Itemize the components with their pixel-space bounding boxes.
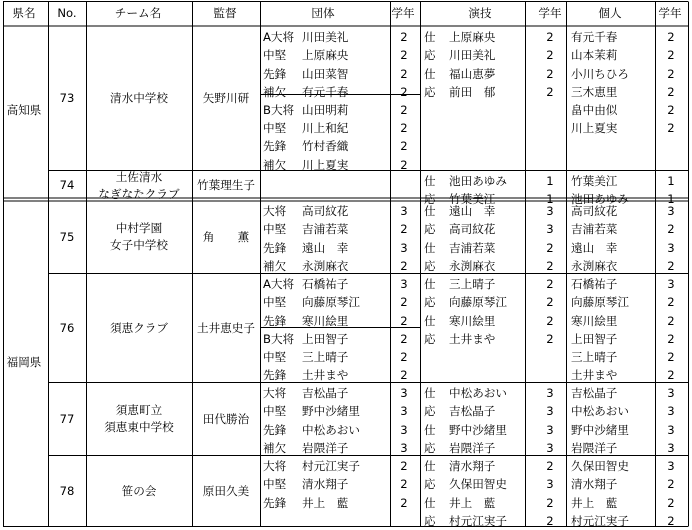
team-member-name: 土井まや [302,368,349,383]
team-member-name: 上田智子 [302,331,349,346]
team-member-name: 吉松晶子 [302,386,349,401]
kata-name: 吉浦若菜 [449,240,496,255]
individual-name: 上田智子 [571,331,618,346]
individual-name: 中松あおい [571,404,629,419]
kata-role: 応 [424,477,436,492]
team-member-grade: 2 [400,102,408,117]
team-member-name: 有元千春 [302,84,349,99]
kata-name: 永渕麻衣 [449,258,496,273]
individual-grade: 3 [667,240,675,255]
individual-name: 村元江実子 [571,513,629,528]
team-number: 73 [59,91,75,105]
kata-role: 仕 [424,174,436,189]
kata-name: 中松あおい [449,386,507,401]
kata-grade: 3 [546,422,554,437]
team-position: 補欠 [263,258,287,273]
kata-name: 上原麻央 [449,30,496,45]
individual-name: 小川ちひろ [571,66,629,81]
team-member-name: 竹村香織 [302,139,349,154]
team-member-name: 遠山 幸 [302,240,349,255]
team-member-name: 高司紋花 [302,204,349,219]
kata-name: 吉松晶子 [449,404,496,419]
team-position: 大将 [263,459,287,474]
kata-name: 久保田智史 [449,477,507,492]
kata-role: 応 [424,404,436,419]
kata-grade: 1 [546,192,554,207]
kata-grade: 3 [546,440,554,455]
coach-name: 土井恵史子 [197,320,255,335]
individual-grade: 2 [667,331,675,346]
kata-role: 仕 [424,422,436,437]
individual-name: 清水翔子 [571,477,618,492]
team-member-name: 井上 藍 [302,495,349,510]
team-position: 補欠 [263,157,287,172]
individual-grade: 2 [667,66,675,81]
kata-name: 清水翔子 [449,459,496,474]
individual-grade: 1 [667,174,675,189]
team-member-grade: 2 [400,157,408,172]
team-number: 75 [59,229,75,244]
individual-grade: 2 [667,313,675,328]
individual-grade: 3 [667,386,675,401]
team-position: 中堅 [263,222,287,237]
kata-grade: 2 [546,240,554,255]
individual-grade: 2 [667,349,675,364]
kata-name: 村元江実子 [449,513,507,528]
kata-grade: 3 [546,222,554,237]
kata-role: 仕 [424,386,436,401]
kata-role: 仕 [424,313,436,328]
kata-name: 岩隈洋子 [449,440,496,455]
team-position: 大将 [263,204,287,219]
team-name-line2: なぎなたクラブ [98,186,180,201]
kata-grade: 2 [546,495,554,510]
team-member-name: 山田菜智 [302,66,349,81]
team-member-name: 村元江実子 [302,459,360,474]
coach-name: 原田久美 [202,483,250,498]
team-member-grade: 2 [400,258,408,273]
team-member-name: 寒川絵里 [302,313,349,328]
coach-name: 田代勝治 [202,411,250,426]
team-member-name: 永渕麻衣 [302,258,349,273]
kata-grade: 3 [546,386,554,401]
coach-name: 竹葉理生子 [197,178,255,192]
team-name-line1: 中村学園 [115,221,163,235]
individual-grade: 3 [667,204,675,219]
individual-name: 久保田智史 [571,459,629,474]
kata-grade: 2 [546,30,554,45]
kata-name: 高司紋花 [449,222,496,237]
individual-grade: 2 [667,48,675,63]
team-position: 先鋒 [263,66,287,81]
kata-grade: 2 [546,66,554,81]
team-member-grade: 2 [400,121,408,136]
individual-grade: 3 [667,404,675,419]
kata-role: 仕 [424,30,436,45]
kata-role: 応 [424,513,436,528]
individual-grade: 2 [667,495,675,510]
header-team-event: 団体 [311,6,335,20]
team-member-grade: 3 [400,404,408,419]
team-position: 中堅 [263,48,287,63]
team-member-grade: 2 [400,84,408,99]
team-member-grade: 2 [400,331,408,346]
kata-role: 仕 [424,66,436,81]
kata-role: 仕 [424,277,436,292]
header-team-name: チーム名 [114,6,162,20]
team-member-grade: 3 [400,386,408,401]
individual-name: 向藤原琴江 [571,295,629,310]
team-member-name: 石橋祐子 [302,277,349,292]
team-name-line2: 女子中学校 [110,238,168,252]
kata-name: 前田 郁 [449,84,496,99]
individual-name: 吉松晶子 [571,386,618,401]
team-member-grade: 3 [400,440,408,455]
team-name: 笹の会 [121,483,157,498]
individual-name: 石橋祐子 [571,277,618,292]
team-position: 中堅 [263,121,287,136]
team-member-name: 川上夏実 [302,157,349,172]
team-member-name: 中松あおい [302,422,360,437]
team-position: 先鋒 [263,139,287,154]
kata-grade: 3 [546,204,554,219]
header-individual: 個人 [598,6,622,20]
team-position: A大将 [263,30,295,45]
individual-name: 井上 藍 [571,495,618,510]
team-member-name: 野中沙緒里 [302,404,360,419]
individual-grade: 2 [667,295,675,310]
individual-grade: 3 [667,422,675,437]
kata-grade: 2 [546,513,554,528]
team-position: 補欠 [263,84,287,99]
kata-name: 竹葉美江 [449,192,496,207]
header-prefecture: 県名 [12,6,36,20]
header-grade-kata: 学年 [538,6,562,20]
kata-grade: 2 [546,459,554,474]
team-number: 77 [59,411,75,426]
kata-name: 野中沙緒里 [449,422,507,437]
kata-grade: 3 [546,477,554,492]
kata-grade: 2 [546,258,554,273]
kata-name: 池田あゆみ [449,174,507,189]
kata-role: 応 [424,48,436,63]
individual-grade: 2 [667,222,675,237]
kata-role: 応 [424,84,436,99]
team-member-name: 向藤原琴江 [302,295,360,310]
team-position: 先鋒 [263,313,287,328]
individual-name: 吉浦若菜 [571,222,618,237]
kata-name: 遠山 幸 [449,204,496,219]
team-member-name: 岩隈洋子 [302,440,349,455]
coach-name: 角 薫 [202,229,250,244]
individual-grade: 2 [667,513,675,528]
team-position: B大将 [263,102,295,117]
team-position: 中堅 [263,349,287,364]
team-position: 先鋒 [263,495,287,510]
team-member-grade: 2 [400,66,408,81]
team-name-line2: 須恵東中学校 [104,420,174,434]
team-member-grade: 2 [400,495,408,510]
kata-role: 仕 [424,204,436,219]
kata-role: 応 [424,192,436,207]
individual-name: 畠中由似 [571,102,618,117]
individual-name: 有元千春 [571,30,618,45]
team-position: B大将 [263,331,295,346]
prefecture-fukuoka: 福岡県 [6,355,42,369]
kata-role: 仕 [424,495,436,510]
team-number: 74 [59,178,75,192]
individual-grade: 3 [667,459,675,474]
team-member-grade: 2 [400,349,408,364]
individual-name: 野中沙緒里 [571,422,629,437]
prefecture-kochi: 高知県 [6,103,42,117]
kata-role: 応 [424,440,436,455]
team-member-grade: 2 [400,30,408,45]
individual-name: 山本茉莉 [571,48,618,63]
kata-role: 応 [424,222,436,237]
kata-role: 応 [424,258,436,273]
kata-role: 仕 [424,240,436,255]
team-member-grade: 3 [400,422,408,437]
header-kata: 演技 [468,6,492,20]
individual-grade: 3 [667,277,675,292]
team-member-grade: 2 [400,368,408,383]
individual-grade: 2 [667,368,675,383]
kata-grade: 2 [546,331,554,346]
team-position: 大将 [263,386,287,401]
kata-name: 福山恵夢 [449,66,496,81]
kata-grade: 2 [546,295,554,310]
team-member-name: 吉浦若菜 [302,222,349,237]
team-name-line1: 須恵町立 [115,403,163,417]
individual-name: 永渕麻衣 [571,258,618,273]
team-name-line1: 土佐清水 [115,169,163,184]
team-member-name: 清水翔子 [302,477,349,492]
individual-name: 岩隈洋子 [571,440,618,455]
kata-grade: 2 [546,84,554,99]
team-name: 清水中学校 [110,91,168,105]
kata-name: 井上 藍 [449,495,496,510]
kata-name: 寒川絵里 [449,313,496,328]
header-grade-team: 学年 [391,6,415,20]
kata-role: 応 [424,295,436,310]
individual-grade: 1 [667,192,675,207]
kata-name: 土井まや [449,331,496,346]
team-member-grade: 3 [400,277,408,292]
individual-grade: 2 [667,477,675,492]
individual-name: 川上夏実 [571,121,618,136]
individual-name: 竹葉美江 [571,174,618,189]
team-member-grade: 2 [400,459,408,474]
individual-name: 三上晴子 [571,349,618,364]
team-member-name: 上原麻央 [302,48,349,63]
team-member-name: 山田明莉 [302,102,349,117]
individual-grade: 2 [667,121,675,136]
coach-name: 矢野川研 [202,91,250,105]
individual-name: 高司紋花 [571,204,618,219]
team-member-name: 川上和紀 [302,121,349,136]
team-member-grade: 3 [400,240,408,255]
team-position: 中堅 [263,295,287,310]
team-position: 中堅 [263,477,287,492]
team-member-grade: 2 [400,139,408,154]
kata-grade: 2 [546,277,554,292]
header-grade-individual: 学年 [658,6,682,20]
individual-name: 池田あゆみ [571,192,629,207]
team-position: 補欠 [263,440,287,455]
individual-grade: 2 [667,30,675,45]
team-member-grade: 2 [400,222,408,237]
kata-name: 向藤原琴江 [449,295,507,310]
individual-grade: 2 [667,102,675,117]
kata-grade: 1 [546,174,554,189]
individual-name: 土井まや [571,368,618,383]
team-member-grade: 2 [400,295,408,310]
team-member-grade: 2 [400,477,408,492]
team-number: 78 [59,483,75,498]
individual-name: 遠山 幸 [571,240,618,255]
team-number: 76 [59,320,75,335]
team-member-name: 川田美礼 [302,30,349,45]
team-name: 須恵クラブ [110,320,168,335]
header-coach: 監督 [213,6,237,20]
team-member-grade: 2 [400,48,408,63]
kata-role: 仕 [424,459,436,474]
individual-grade: 3 [667,440,675,455]
kata-grade: 2 [546,313,554,328]
header-no: No. [57,6,77,20]
team-position: A大将 [263,277,295,292]
individual-name: 三木恵里 [571,84,618,99]
kata-name: 三上晴子 [449,277,496,292]
team-position: 先鋒 [263,422,287,437]
individual-grade: 2 [667,258,675,273]
team-position: 先鋒 [263,240,287,255]
individual-grade: 2 [667,84,675,99]
kata-grade: 3 [546,404,554,419]
kata-grade: 2 [546,48,554,63]
team-position: 中堅 [263,404,287,419]
team-member-grade: 2 [400,313,408,328]
kata-name: 川田美礼 [449,48,496,63]
kata-role: 応 [424,331,436,346]
individual-name: 寒川絵里 [571,313,618,328]
team-member-grade: 3 [400,204,408,219]
team-position: 先鋒 [263,368,287,383]
team-member-name: 三上晴子 [302,349,349,364]
